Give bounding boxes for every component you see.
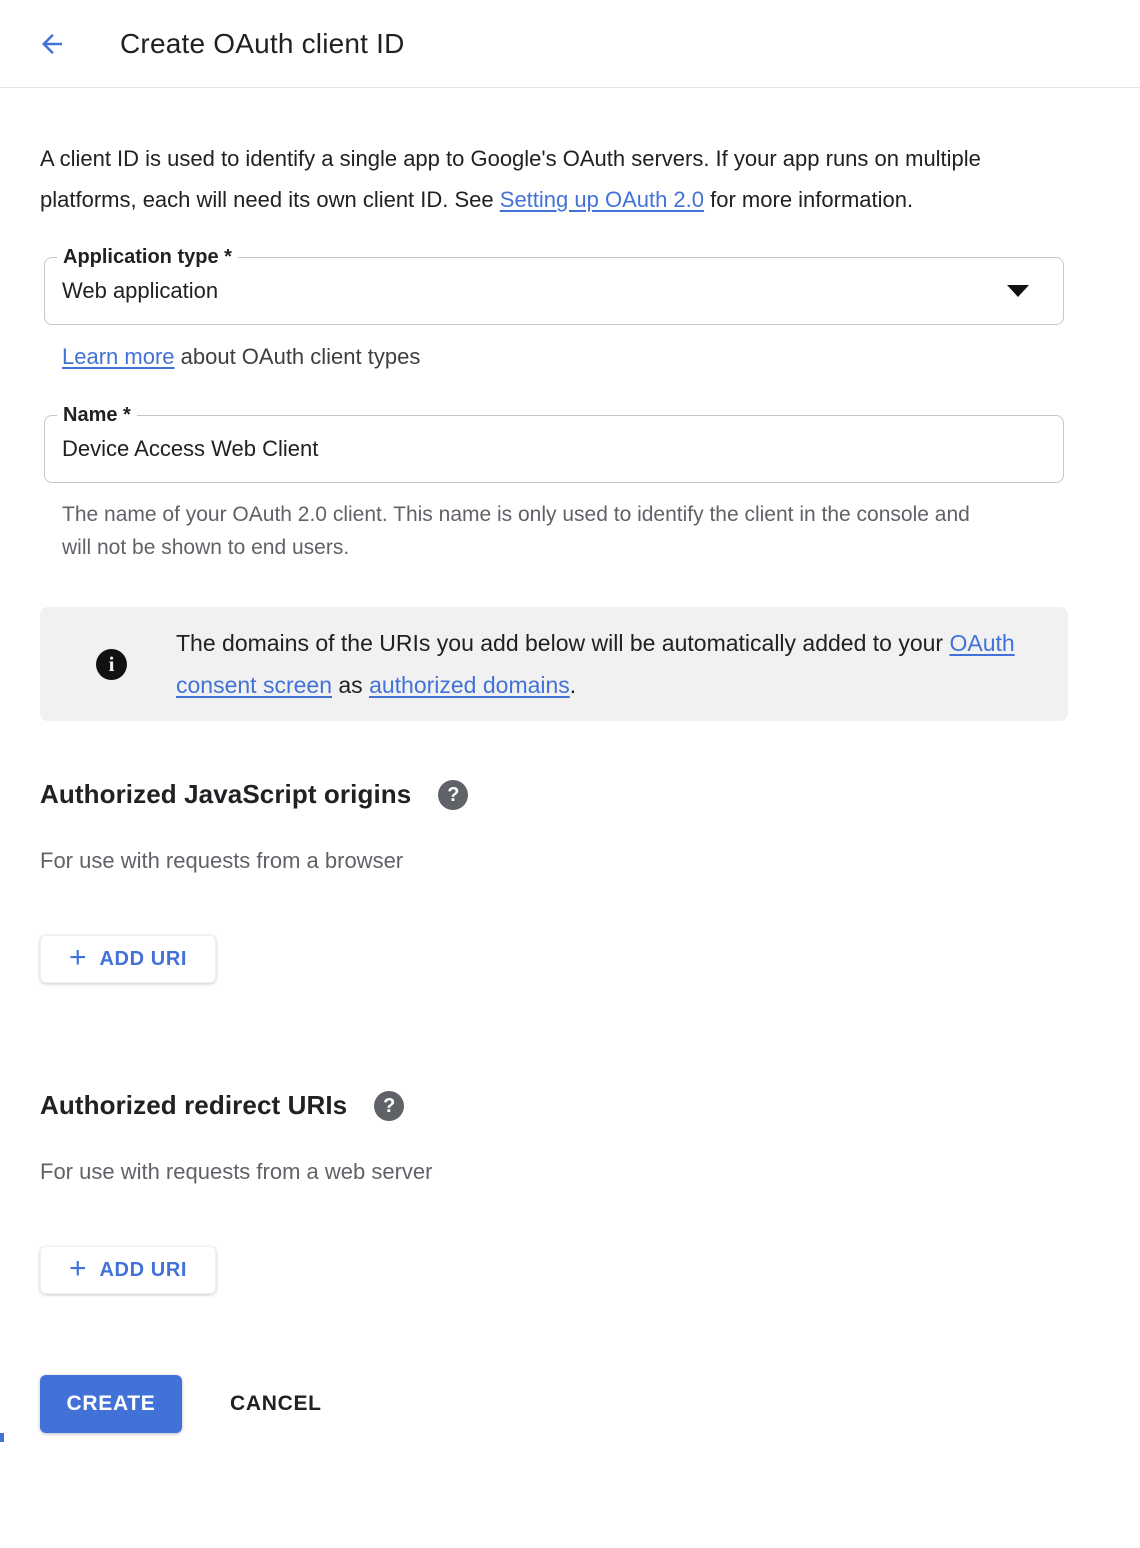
back-arrow-icon bbox=[37, 29, 67, 59]
name-value: Device Access Web Client bbox=[62, 436, 319, 461]
origins-heading: Authorized JavaScript origins bbox=[40, 779, 412, 809]
dropdown-arrow-icon bbox=[1007, 285, 1029, 297]
create-button[interactable]: CREATE bbox=[40, 1375, 182, 1433]
redirects-heading: Authorized redirect URIs bbox=[40, 1090, 348, 1120]
application-type-value: Web application bbox=[62, 278, 219, 303]
learn-more-link[interactable]: Learn more bbox=[62, 344, 175, 369]
intro-text-after: for more information. bbox=[704, 187, 914, 212]
oauth-consent-screen-link[interactable]: OAuth consent screen bbox=[176, 630, 1015, 698]
redirects-help-icon[interactable]: ? bbox=[374, 1091, 404, 1121]
back-button[interactable] bbox=[36, 28, 68, 60]
authorized-redirects-section bbox=[40, 1090, 1070, 1294]
name-label: Name * bbox=[57, 404, 137, 427]
info-text-before: The domains of the URIs you add below will be automatically added to your bbox=[176, 630, 950, 656]
learn-more-text: about OAuth client types bbox=[174, 344, 421, 369]
name-input[interactable] bbox=[44, 404, 1064, 483]
plus-icon: + bbox=[68, 1251, 87, 1285]
plus-icon: + bbox=[68, 940, 87, 974]
add-redirect-uri-button[interactable] bbox=[40, 1246, 216, 1294]
authorized-origins-section bbox=[40, 779, 1070, 983]
info-text-after: . bbox=[569, 672, 577, 698]
origins-help-icon[interactable]: ? bbox=[438, 780, 468, 810]
application-type-label: Application type * bbox=[57, 246, 238, 269]
info-text-middle: as bbox=[331, 672, 370, 698]
main-content bbox=[0, 138, 1140, 1433]
info-banner bbox=[40, 607, 1068, 721]
info-icon: i bbox=[96, 649, 127, 680]
origins-heading-row bbox=[40, 779, 1070, 810]
learn-more-line bbox=[62, 344, 1070, 370]
info-banner-text bbox=[176, 622, 1021, 706]
cancel-button[interactable]: CANCEL bbox=[230, 1392, 322, 1415]
authorized-domains-link[interactable]: authorized domains bbox=[369, 672, 570, 698]
left-edge-blue-artifact bbox=[0, 1433, 4, 1442]
redirects-heading-row bbox=[40, 1090, 1070, 1121]
application-type-select[interactable] bbox=[44, 246, 1064, 325]
setting-up-oauth-link[interactable]: Setting up OAuth 2.0 bbox=[499, 187, 705, 212]
origins-subtitle: For use with requests from a browser bbox=[40, 848, 404, 873]
page-title: Create OAuth client ID bbox=[120, 27, 405, 59]
name-helper-text: The name of your OAuth 2.0 client. This name is only used to identify the client in the console and will not be shown to end users. bbox=[62, 503, 970, 559]
add-uri-label: ADD URI bbox=[99, 947, 188, 970]
intro-paragraph bbox=[40, 138, 1052, 220]
add-uri-label: ADD URI bbox=[99, 1258, 188, 1281]
redirects-subtitle: For use with requests from a web server bbox=[40, 1159, 433, 1184]
intro-text: A client ID is used to identify a single app to Google's OAuth servers. If your app runs on multiple platforms, each will need its own client ID. See bbox=[40, 146, 981, 212]
form-actions bbox=[40, 1375, 1070, 1433]
add-origin-uri-button[interactable] bbox=[40, 935, 216, 983]
page-header bbox=[0, 0, 1140, 88]
